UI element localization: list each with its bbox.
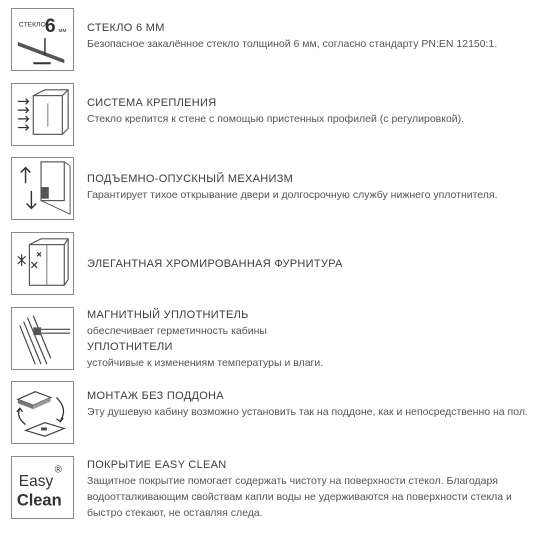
no-tray-install-icon — [11, 381, 74, 444]
feature-desc: Безопасное закалённое стекло толщиной 6 мм, согласно стандарту PN:EN 12150:1. — [87, 38, 498, 50]
feature-subtitle: УПЛОТНИТЕЛИ — [87, 341, 173, 353]
glass-thickness-icon — [11, 8, 74, 71]
feature-desc-secondary: устойчивые к изменениям температуры и влаги. — [87, 357, 324, 369]
glass-label-number: 6 — [44, 15, 56, 38]
glass-label-text: СТЕКЛО — [18, 21, 46, 29]
feature-title: ПОДЪЕМНО-ОПУСКНЫЙ МЕХАНИЗМ — [87, 173, 294, 185]
chrome-fittings-icon — [11, 232, 74, 295]
lift-mechanism-icon — [11, 157, 74, 220]
feature-desc: Стекло крепится к стене с помощью пристенных профилей (с регулировкой). — [87, 113, 465, 125]
easy-clean-logo-line1: Easy — [18, 473, 54, 491]
easy-clean-logo-line2: Clean — [16, 491, 62, 510]
feature-title: МОНТАЖ БЕЗ ПОДДОНА — [87, 390, 224, 402]
feature-title: ЭЛЕГАНТНАЯ ХРОМИРОВАННАЯ ФУРНИТУРА — [87, 258, 343, 270]
feature-title: ПОКРЫТИЕ EASY CLEAN — [87, 459, 227, 471]
easy-clean-icon — [11, 456, 74, 519]
feature-title: МАГНИТНЫЙ УПЛОТНИТЕЛЬ — [87, 309, 249, 321]
feature-desc: обеспечивает герметичность кабины — [87, 325, 267, 337]
mounting-system-icon — [11, 83, 74, 146]
magnetic-seal-icon — [11, 307, 74, 370]
feature-desc: Гарантирует тихое открывание двери и долгосрочную службу нижнего уплотнителя. — [87, 189, 498, 201]
feature-title: СТЕКЛО 6 ММ — [87, 22, 165, 34]
glass-label-unit: мм — [58, 28, 67, 35]
registered-mark: ® — [54, 464, 62, 476]
feature-desc: Защитное покрытие помогает содержать чистоту на поверхности стекол. Благодаря водоотталкивающим свойствам капли воды не удерживаются на поверхности стекла и быстро стекают, не оставляя следа. — [87, 475, 512, 519]
feature-desc: Эту душевую кабину возможно установить так на поддоне, как и непосредственно на пол. — [87, 406, 528, 418]
feature-title: СИСТЕМА КРЕПЛЕНИЯ — [87, 97, 217, 109]
